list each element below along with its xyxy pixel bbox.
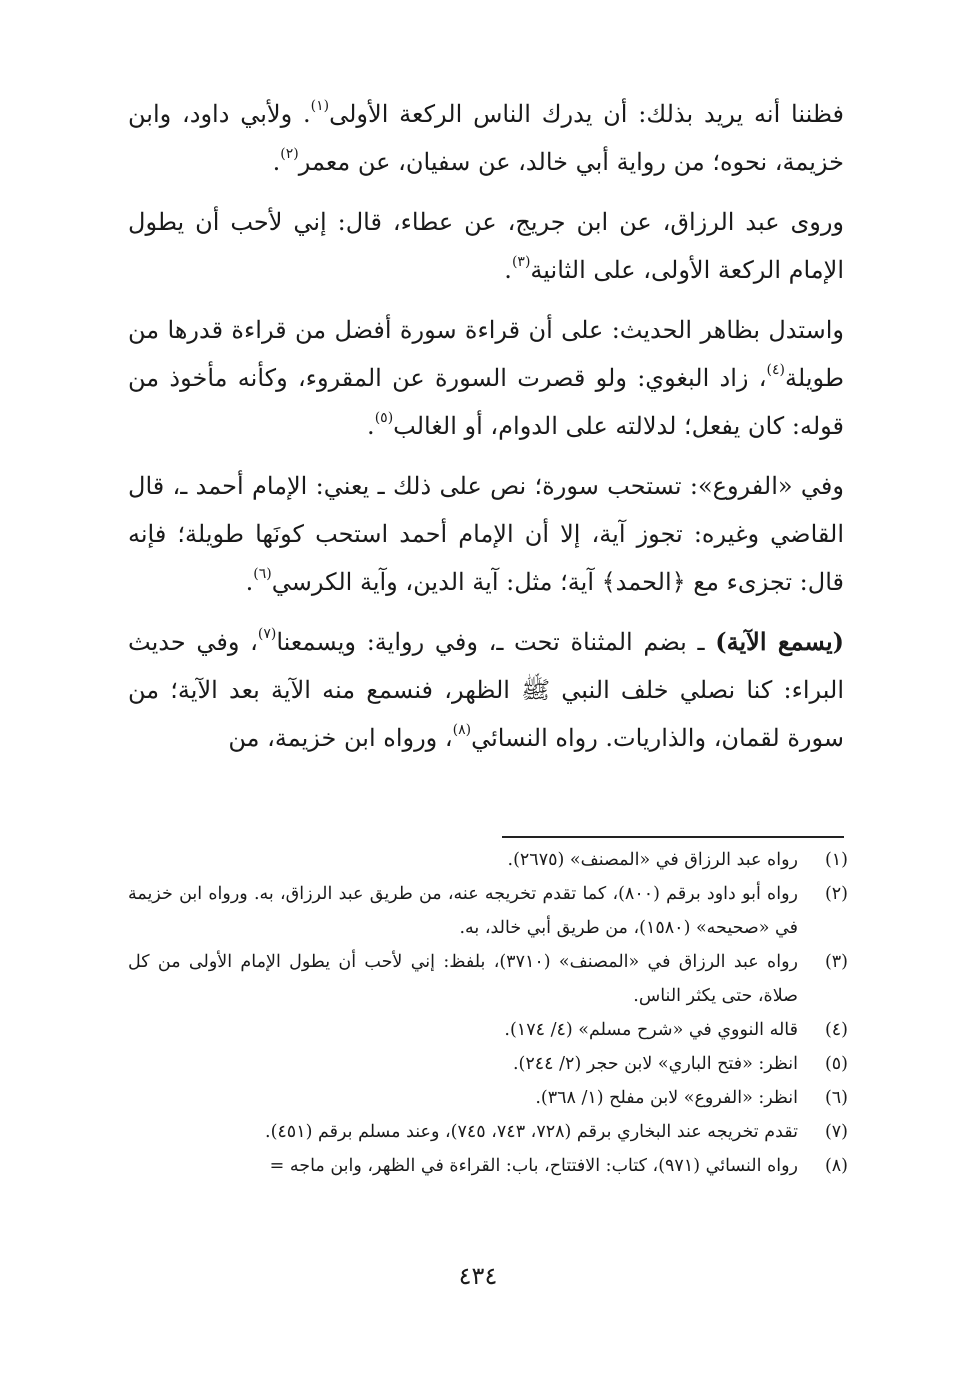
footnote-text: رواه عبد الرزاق في «المصنف» (٣٧١٠)، بلفظ: إني لأحب أن يطول الإمام الأولى من كل صلاة، حتى يكثر الناس. [128, 952, 798, 1006]
footnote-text: رواه عبد الرزاق في «المصنف» (٢٦٧٥). [507, 850, 798, 870]
page-number: ٤٣٤ [458, 1262, 498, 1290]
footnote-text: انظر: «الفروع» لابن مفلح (١/ ٣٦٨). [535, 1088, 798, 1108]
text-run: ، زاد البغوي: ولو قصرت السورة عن المقروء، وكأنه مأخوذ من قوله: كان يفعل؛ لدلالته على الدوام، أو الغالب [128, 364, 844, 440]
footnote-item [128, 1013, 848, 1047]
text-run: فظننا أنه يريد بذلك: أن يدرك الناس الركعة الأولى [329, 100, 845, 128]
footnote-ref: (١) [310, 98, 330, 114]
paragraph-1 [128, 90, 844, 186]
footnote-text: قاله النووي في «شرح مسلم» (٤/ ١٧٤). [504, 1020, 798, 1040]
footnote-text: انظر: «فتح الباري» لابن حجر (٢/ ٢٤٤). [512, 1054, 798, 1074]
footnote-ref: (٣) [511, 254, 531, 270]
footnote-ref: (٧) [257, 626, 277, 642]
footnote-text: رواه النسائي (٩٧١)، كتاب: الافتتاح، باب: القراءة في الظهر، وابن ماجه = [269, 1156, 798, 1176]
paragraph-2 [128, 198, 844, 294]
footnote-item [128, 1047, 848, 1081]
paragraph-3 [128, 306, 844, 450]
footnote-number: (٣) [824, 952, 848, 972]
footnote-divider [502, 836, 844, 838]
footnote-ref: (٢) [280, 146, 299, 162]
footnote-ref: (٨) [452, 722, 472, 738]
footnote-ref: (٦) [253, 566, 272, 582]
footnote-item [128, 877, 848, 945]
text-run: واستدل بظاهر الحديث: على أن قراءة سورة أفضل من قراءة قدرها من طويلة [128, 316, 844, 392]
footnote-number: (٥) [824, 1054, 848, 1074]
term-heading: (يسمع الآية) [715, 627, 844, 656]
footnote-number: (٧) [824, 1122, 848, 1142]
footnote-text: تقدم تخريجه عند البخاري برقم (٧٢٨، ٧٤٣، ٧٤٥)، وعند مسلم برقم (٤٥١). [265, 1122, 798, 1142]
text-run: ـ بضم المثناة تحت ـ، وفي رواية: ويسمعنا [276, 628, 716, 656]
paragraph-5 [128, 618, 844, 762]
text-run: وروى عبد الرزاق، عن ابن جريج، عن عطاء، قال: إني لأحب أن يطول الإمام الركعة الأولى، على الثانية [128, 208, 844, 284]
footnote-number: (٨) [824, 1156, 848, 1176]
text-run: . ولأبي داود، وابن خزيمة، نحوه؛ من رواية أبي خالد، عن سفيان، عن معمر [128, 100, 844, 176]
footnote-item [128, 1081, 848, 1115]
text-run: ، ورواه ابن خزيمة، من [228, 724, 453, 752]
footnote-text: رواه أبو داود برقم (٨٠٠)، كما تقدم تخريجه عنه، من طريق عبد الرزاق، به. ورواه ابن خزيمة في «صحيحه» (١٥٨٠)، من طريق أبي خالد، به. [128, 884, 798, 938]
footnote-number: (٦) [824, 1088, 848, 1108]
text-run: . [272, 148, 281, 176]
text-run: . [504, 256, 512, 284]
text-run: وفي «الفروع»: تستحب سورة؛ نص على ذلك ـ يعني: الإمام أحمد ـ، قال القاضي وغيره: تجوز آية، إلا أن الإمام أحمد استحب كونَها طويلة؛ فإنه قال: تجزىء مع ﴿الحمد﴾ آية؛ مثل: آية الدين، وآية الكرسي [128, 472, 844, 596]
footnotes [128, 843, 848, 1183]
footnote-number: (٤) [824, 1020, 848, 1040]
footnote-item [128, 945, 848, 1013]
footnote-ref: (٥) [374, 410, 394, 426]
footnote-number: (١) [824, 850, 848, 870]
text-run: . [367, 412, 375, 440]
main-text [128, 90, 844, 774]
footnote-item [128, 1115, 848, 1149]
text-run: . [245, 568, 254, 596]
paragraph-4 [128, 462, 844, 606]
footnote-number: (٢) [824, 884, 848, 904]
footnote-item [128, 843, 848, 877]
text-run: ، وفي حديث البراء: كنا نصلي خلف النبي ﷺ الظهر، فنسمع منه الآية بعد الآية؛ من سورة لقمان، والذاريات. رواه النسائي [128, 628, 844, 752]
footnote-ref: (٤) [766, 362, 785, 378]
footnote-item [128, 1149, 848, 1183]
